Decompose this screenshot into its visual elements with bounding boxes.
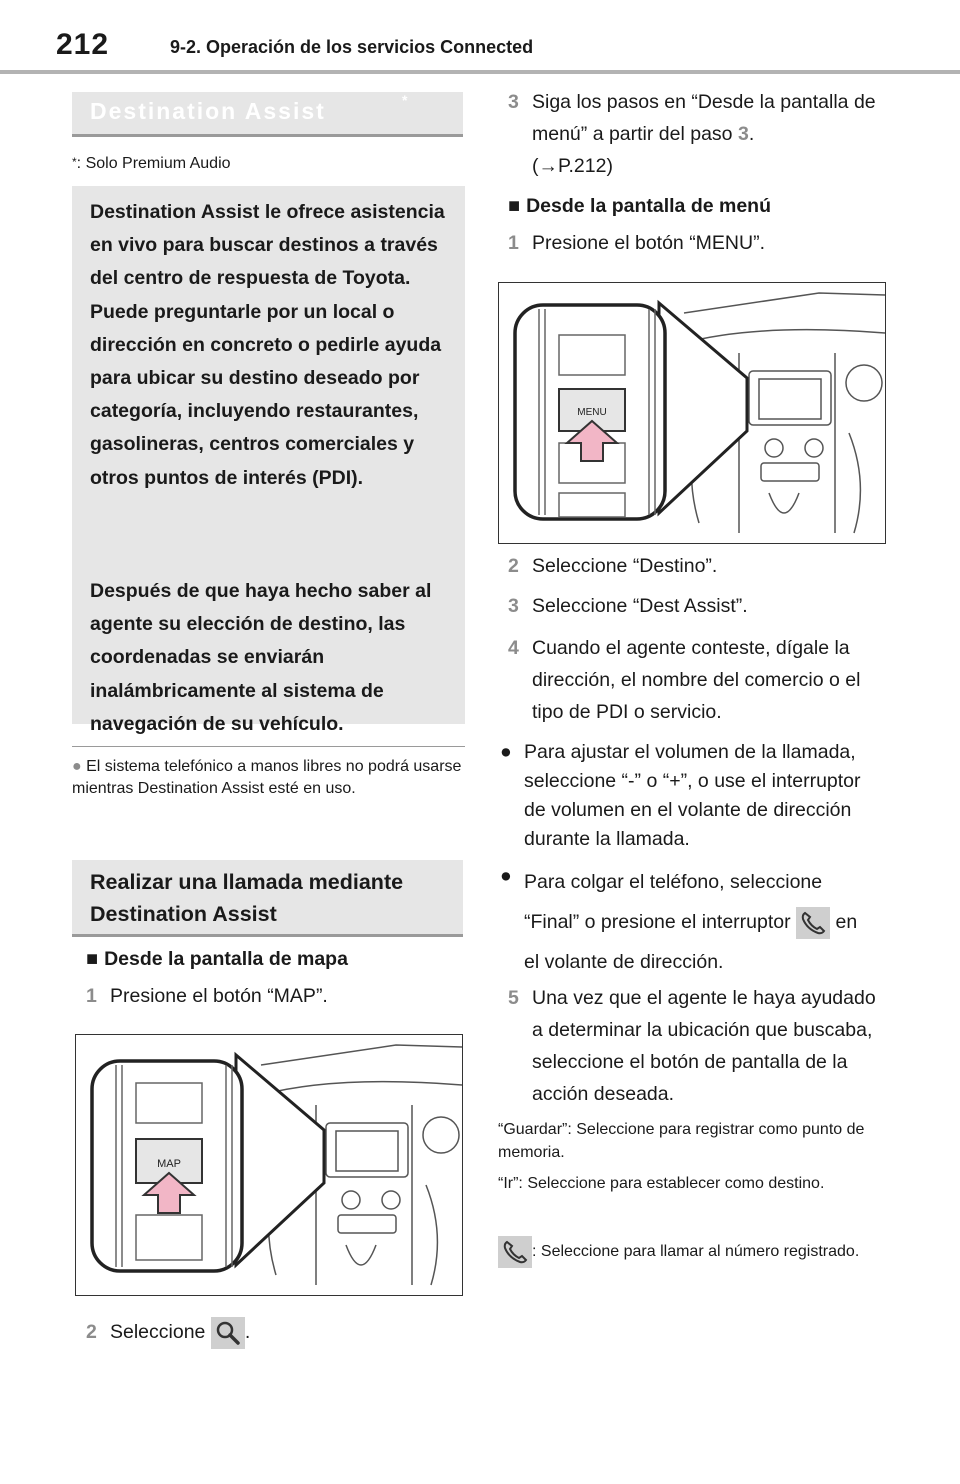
step-number: 2 <box>86 1321 97 1343</box>
from-menu-heading <box>508 195 771 218</box>
destination-assist-heading <box>72 92 463 137</box>
bullet-dot: ● <box>500 741 512 763</box>
action-call-text: : Seleccione para llamar al número registrado. <box>532 1243 860 1260</box>
step-text <box>110 1316 250 1349</box>
dashboard-menu-drawing <box>499 283 885 543</box>
volume-bullet <box>500 738 880 858</box>
map-step-1 <box>86 980 466 1014</box>
step-text: Seleccione “Dest Assist”. <box>532 595 748 617</box>
step-text: Presione el botón “MAP”. <box>110 985 328 1007</box>
footnote <box>72 155 231 173</box>
step3-ref-number: 3 <box>737 123 749 145</box>
phone-icon <box>498 1236 532 1268</box>
square-marker: ■ <box>508 195 521 217</box>
heading-asterisk: * <box>402 92 408 108</box>
from-map-heading <box>86 948 348 971</box>
step2-suffix: . <box>244 1321 251 1343</box>
call-section-heading-text: Realizar una llamada mediante Destination Assist <box>90 870 404 926</box>
footnote-asterisk: * <box>72 155 77 169</box>
step-text: Cuando el agente conteste, dígale la dirección, el nombre del comercio o el tipo de PDI o servicio. <box>532 637 861 723</box>
menu-step-1 <box>508 227 888 261</box>
from-menu-title: Desde la pantalla de menú <box>526 195 772 217</box>
note <box>72 756 462 800</box>
intro-paragraph-1: Destination Assist le ofrece asistencia en vivo para buscar destinos a través del centro de respuesta de Toyota. Puede preguntarle por un local o dirección en concreto o pedirle ayuda para ubicar su destino deseado por categoría, incluyendo restaurantes, gasolineras, centros comerciales y otros puntos de interés (PDI). <box>90 201 445 489</box>
menu-button-illustration <box>498 282 886 544</box>
destination-assist-heading-text: Destination Assist <box>90 98 326 124</box>
menu-step-5 <box>508 982 888 1112</box>
menu-button-label: MENU <box>577 407 607 418</box>
bullet2-text-a: Para colgar el teléfono, seleccione “Final” o presione el interruptor <box>524 871 823 933</box>
section-title: 9-2. Operación de los servicios Connected <box>170 37 534 57</box>
bullet2-text-b: en el volante de dirección. <box>524 911 858 973</box>
step-number: 5 <box>508 987 519 1009</box>
step-text: Presione el botón “MENU”. <box>532 232 766 254</box>
note-text: El sistema telefónico a manos libres no podrá usarse mientras Destination Assist esté en uso. <box>72 758 462 797</box>
step-number: 4 <box>508 637 519 659</box>
intro-box <box>72 186 465 735</box>
page-number: 212 <box>56 28 110 61</box>
call-section-heading <box>72 860 463 937</box>
phone-icon <box>796 907 830 939</box>
step-text: Seleccione “Destino”. <box>532 555 718 577</box>
step-number: 3 <box>508 595 519 617</box>
action-go: “Ir”: Seleccione para establecer como destino. <box>498 1175 825 1192</box>
menu-step-3 <box>508 590 888 624</box>
step-text: Una vez que el agente le haya ayudado a determinar la ubicación que buscaba, seleccione el botón de pantalla de la acción deseada. <box>532 987 876 1105</box>
step3-text-end: . <box>748 123 755 145</box>
step2-prefix: Seleccione <box>110 1321 206 1343</box>
map-button-label: MAP <box>157 1158 181 1170</box>
step-number: 2 <box>508 555 519 577</box>
square-marker: ■ <box>86 948 99 970</box>
search-icon <box>211 1317 245 1349</box>
header-rule <box>0 70 960 74</box>
note-bullet: ● <box>72 758 82 775</box>
menu-step-2 <box>508 550 888 584</box>
bullet-dot: ● <box>500 865 512 887</box>
note-divider <box>72 746 465 747</box>
step-3-follow <box>508 86 888 186</box>
step-number: 1 <box>508 232 519 254</box>
step3-text: Siga los pasos en “Desde la pantalla de menú” a partir del paso <box>532 91 876 145</box>
step-number: 3 <box>508 91 519 113</box>
step-text <box>532 86 882 182</box>
intro-paragraph-2: Después de que haya hecho saber al agente su elección de destino, las coordenadas se enviarán inalámbricamente al sistema de navegación de su vehículo. <box>90 580 432 735</box>
bullet-text: Para ajustar el volumen de la llamada, seleccione “-” o “+”, o use el interruptor de volumen en el volante de dirección durante la llamada. <box>524 741 861 850</box>
action-save: “Guardar”: Seleccione para registrar como punto de memoria. <box>498 1121 865 1161</box>
page-reference-link[interactable]: (→P.212) <box>532 155 613 177</box>
bullet-text <box>524 862 864 982</box>
action-call <box>498 1232 878 1272</box>
map-button-illustration <box>75 1034 463 1296</box>
hangup-bullet <box>500 862 880 972</box>
map-step-2 <box>86 1316 386 1350</box>
from-map-title: Desde la pantalla de mapa <box>104 948 348 970</box>
menu-step-4 <box>508 632 888 732</box>
footnote-text: : Solo Premium Audio <box>76 155 231 172</box>
dashboard-map-drawing <box>76 1035 462 1295</box>
step-number: 1 <box>86 985 97 1007</box>
